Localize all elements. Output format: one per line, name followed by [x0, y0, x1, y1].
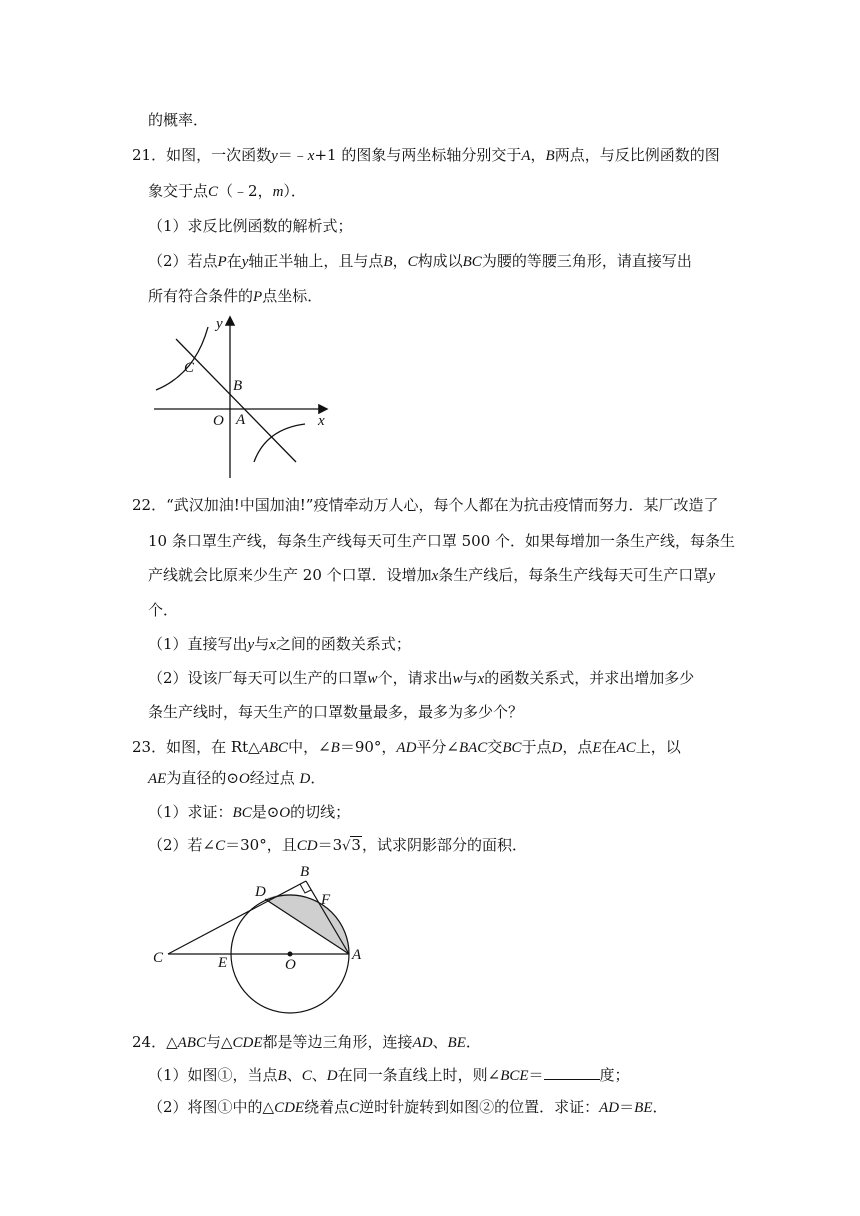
var: D: [551, 740, 563, 756]
text: 所有符合条件的: [148, 287, 254, 305]
var: B: [383, 254, 393, 270]
var: w: [452, 671, 463, 687]
var: D: [326, 1068, 338, 1084]
var: y: [271, 148, 278, 164]
text: 条生产线后，每条生产线每天可生产口罩: [438, 566, 709, 584]
var: AD: [412, 1035, 433, 1051]
text: +1 的图象与两坐标轴分别交于: [314, 146, 522, 164]
text: ＝30°，且: [225, 836, 297, 854]
text: 轴正半轴上，且与点: [248, 252, 384, 270]
text: ）．: [283, 182, 306, 200]
var: x: [477, 671, 485, 687]
text: 为腰的等腰三角形，请直接写出: [481, 252, 692, 270]
text: 平分∠: [416, 738, 459, 756]
var: E: [592, 740, 602, 756]
text: （2）若点: [148, 252, 218, 270]
text: 绕着点: [304, 1098, 350, 1116]
text: ，: [392, 252, 408, 270]
text: 象交于点: [148, 182, 209, 200]
var: P: [217, 254, 227, 270]
question-22-line-4: 个．: [148, 601, 179, 619]
text: 在: [601, 738, 617, 756]
var: B: [277, 1068, 287, 1084]
var: w: [367, 671, 378, 687]
text: （2）若∠: [148, 836, 216, 854]
label-A: A: [352, 947, 362, 963]
var: BE: [447, 1035, 466, 1051]
text: 产线就会比原来少生产 20 个口罩．设增加: [148, 566, 432, 584]
text: 24．△: [132, 1033, 178, 1051]
text: （1）直接写出: [148, 635, 248, 653]
text: （2）设该厂每天可以生产的口罩: [148, 669, 368, 687]
text: 交: [487, 738, 503, 756]
question-22-part-1: [148, 634, 411, 655]
text: 在同一条直线上时，则∠: [337, 1066, 501, 1084]
question-22-line-3: [148, 565, 715, 586]
var: O: [279, 805, 291, 821]
var: BE: [634, 1100, 653, 1116]
var: AC: [616, 740, 636, 756]
text: 的切线；: [290, 803, 351, 821]
question-21-part-2: [148, 251, 692, 272]
text: 上，以: [635, 738, 681, 756]
text: 21．如图，一次函数: [132, 146, 272, 164]
question-23-line-2: [148, 768, 325, 789]
question-23-part-1: [148, 802, 350, 823]
var: C: [301, 1068, 312, 1084]
text: 逆时针旋转到如图②的位置．求证：: [359, 1098, 600, 1116]
var: C: [208, 184, 219, 200]
question-23-line-1: [132, 737, 681, 758]
var: CDE: [274, 1100, 305, 1116]
text: ，点: [562, 738, 593, 756]
text: ．: [652, 1098, 668, 1116]
var: y: [708, 568, 715, 584]
text: ．: [310, 769, 326, 787]
text: （1）如图①，当点: [148, 1066, 278, 1084]
text: 在: [226, 252, 242, 270]
var: ABC: [259, 740, 289, 756]
var: CD: [296, 838, 318, 854]
answer-blank[interactable]: [544, 1065, 600, 1080]
var: y: [241, 254, 249, 270]
var: x: [307, 148, 315, 164]
var: P: [253, 289, 263, 305]
label-C: C: [184, 360, 195, 376]
text: 于点: [521, 738, 552, 756]
var: BC: [502, 740, 522, 756]
var: C: [407, 254, 418, 270]
var: ABC: [177, 1035, 206, 1051]
text: 两点，与反比例函数的图: [554, 146, 720, 164]
text: 与△: [205, 1033, 233, 1051]
var: BAC: [458, 740, 488, 756]
sqrt-radicand: 3: [351, 836, 361, 854]
linear-function-line: [176, 339, 296, 462]
var: AD: [599, 1100, 620, 1116]
text: ＝3: [317, 836, 343, 854]
question-21-line-2: [148, 181, 306, 202]
text: 与: [254, 635, 270, 653]
var: O: [238, 771, 250, 787]
text: ＝﹣: [277, 146, 308, 164]
var: B: [330, 740, 340, 756]
question-22-part-2-cont: 条生产线时，每天生产的口罩数量最多，最多为多少个？: [148, 703, 524, 721]
question-22-line-1: 22．“武汉加油!中国加油!”疫情牵动万人心，每个人都在为抗击疫情而努力．某厂改造了: [132, 496, 719, 514]
var: C: [349, 1100, 360, 1116]
var: AD: [396, 740, 417, 756]
var: y: [247, 637, 255, 653]
text: 经过点: [249, 769, 295, 787]
var: x: [431, 568, 439, 584]
text: （1）求证：: [148, 803, 233, 821]
var: x: [269, 637, 276, 653]
text: 、: [311, 1066, 327, 1084]
label-D: D: [255, 884, 266, 900]
question-21-line-1: [132, 145, 720, 166]
text: 是⊙: [251, 803, 280, 821]
text: 构成以: [417, 252, 463, 270]
var: BC: [462, 254, 482, 270]
text: 中，∠: [288, 738, 331, 756]
question-24-part-1: [148, 1065, 630, 1086]
text: 与: [462, 669, 478, 687]
var: m: [272, 184, 284, 200]
text: 、: [286, 1066, 302, 1084]
question-24-part-2: [148, 1097, 668, 1118]
text: 度；: [599, 1066, 630, 1084]
text: 个，请求出: [377, 669, 453, 687]
question-21-part-1: （1）求反比例函数的解析式；: [148, 217, 353, 235]
label-B: B: [300, 864, 310, 880]
shaded-region: [265, 894, 349, 954]
figure-23-geometry: [148, 858, 368, 1018]
text: ＝: [528, 1066, 544, 1084]
text: 都是等边三角形，连接: [262, 1033, 413, 1051]
var: A: [521, 148, 531, 164]
segment-CB: [168, 881, 306, 954]
text: ＝: [619, 1098, 635, 1116]
question-22-line-2: 10 条口罩生产线，每条生产线每天可生产口罩 500 个．如果每增加一条生产线，每条生: [148, 532, 736, 550]
label-A: A: [236, 412, 246, 428]
question-21-part-2-cont: [148, 286, 322, 307]
label-C: C: [153, 950, 164, 966]
text: 之间的函数关系式；: [275, 635, 411, 653]
text: ，: [530, 146, 546, 164]
question-22-part-2: [148, 668, 694, 689]
var: BCE: [500, 1068, 529, 1084]
right-angle-mark: [300, 884, 311, 893]
var: C: [215, 838, 226, 854]
text: 、: [432, 1033, 448, 1051]
text: 点坐标．: [262, 287, 323, 305]
text: 为直径的⊙: [166, 769, 239, 787]
label-F: F: [321, 892, 331, 908]
text: 23．如图，在 Rt△: [132, 738, 260, 756]
question-24-line-1: [132, 1032, 481, 1053]
var: B: [545, 148, 555, 164]
text: ＝90°，: [339, 738, 397, 756]
hyperbola-branch-lower: [254, 424, 305, 462]
label-y: y: [216, 316, 223, 332]
label-O: O: [285, 957, 296, 973]
question-23-part-2: （2）若∠C＝30°，且CD＝3√3，试求阴影部分的面积．: [148, 836, 527, 854]
label-E: E: [218, 955, 228, 971]
label-x: x: [318, 413, 325, 429]
text: （2）将图①中的△: [148, 1098, 275, 1116]
var: BC: [232, 805, 252, 821]
label-B: B: [233, 378, 243, 394]
text: （﹣2，: [218, 182, 273, 200]
var: CDE: [232, 1035, 263, 1051]
text: ．: [465, 1033, 481, 1051]
label-O: O: [213, 413, 224, 429]
var: D: [299, 771, 311, 787]
text: 的函数关系式，并求出增加多少: [484, 669, 695, 687]
hyperbola-branch-upper: [156, 327, 208, 390]
text: ，试求阴影部分的面积．: [361, 836, 527, 854]
var: AE: [148, 771, 167, 787]
center-dot: [288, 952, 293, 957]
text-line: 的概率．: [148, 111, 209, 129]
figure-21-graph: [150, 312, 340, 480]
